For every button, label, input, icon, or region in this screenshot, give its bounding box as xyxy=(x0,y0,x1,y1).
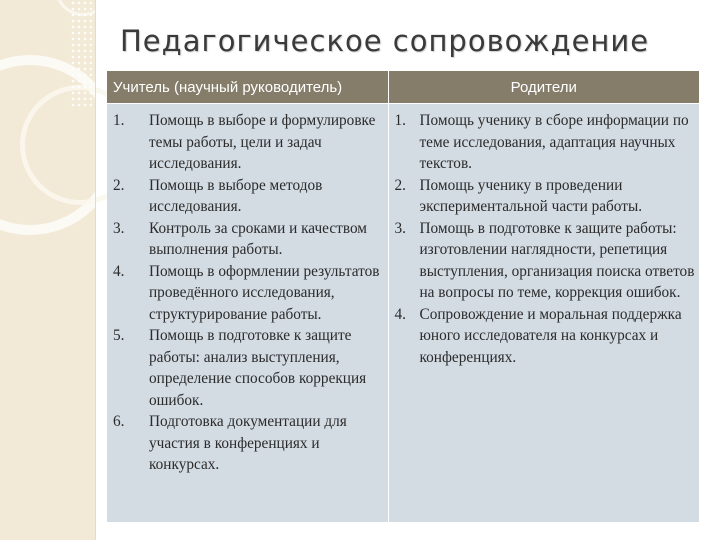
list-item xyxy=(107,411,384,476)
header-teacher: Учитель (научный руководитель) xyxy=(107,71,388,104)
parents-cell xyxy=(388,104,699,523)
item-number: 1. xyxy=(394,112,406,129)
teacher-list xyxy=(107,104,388,476)
item-number: 2. xyxy=(394,176,406,194)
item-number: 5. xyxy=(113,327,125,344)
decorative-side-band xyxy=(0,0,95,540)
list-item xyxy=(107,325,384,411)
item-text: Помощь в подготовке к защите работы: изготовлении наглядности, репетиция выступления, организация поиска ответов на вопросы по теме, коррекция ошибок. xyxy=(419,219,695,301)
item-text: Помощь в выборе методов исследования. xyxy=(149,176,323,215)
item-number: 1. xyxy=(113,112,125,129)
item-text: Подготовка документации для участия в конференциях и конкурсах. xyxy=(149,413,347,473)
list-item xyxy=(389,218,696,304)
slide-title: Педагогическое сопровождение xyxy=(120,24,650,58)
item-text: Помощь ученику в сборе информации по теме исследования, адаптация научных текстов. xyxy=(419,112,689,172)
list-item xyxy=(107,261,384,326)
item-text: Помощь ученику в проведении экспериментальной части работы. xyxy=(419,176,643,215)
item-text: Помощь в выборе и формулировке темы работы, цели и задач исследования. xyxy=(149,112,376,172)
item-number: 2. xyxy=(113,176,125,194)
list-item xyxy=(107,110,384,175)
item-text: Помощь в оформлении результатов проведённого исследования, структурирование работы. xyxy=(149,262,380,323)
comparison-table xyxy=(107,71,699,522)
item-number: 6. xyxy=(113,413,125,430)
header-parents: Родители xyxy=(388,71,699,104)
item-number: 4. xyxy=(113,262,125,280)
item-text: Контроль за сроками и качеством выполнения работы. xyxy=(149,219,367,258)
list-item xyxy=(107,175,384,218)
list-item xyxy=(389,175,696,218)
teacher-cell xyxy=(107,104,388,523)
parents-list xyxy=(389,104,700,368)
item-number: 4. xyxy=(394,305,406,323)
list-item xyxy=(389,110,696,175)
item-number: 3. xyxy=(394,219,406,237)
decorative-dots xyxy=(70,0,92,110)
item-text: Сопровождение и моральная поддержка юного исследователя на конкурсах и конференциях. xyxy=(419,305,682,366)
band-divider xyxy=(95,0,96,540)
item-text: Помощь в подготовке к защите работы: анализ выступления, определение способов коррекция ошибок. xyxy=(149,327,367,409)
list-item xyxy=(389,304,696,369)
item-number: 3. xyxy=(113,219,125,237)
list-item xyxy=(107,218,384,261)
